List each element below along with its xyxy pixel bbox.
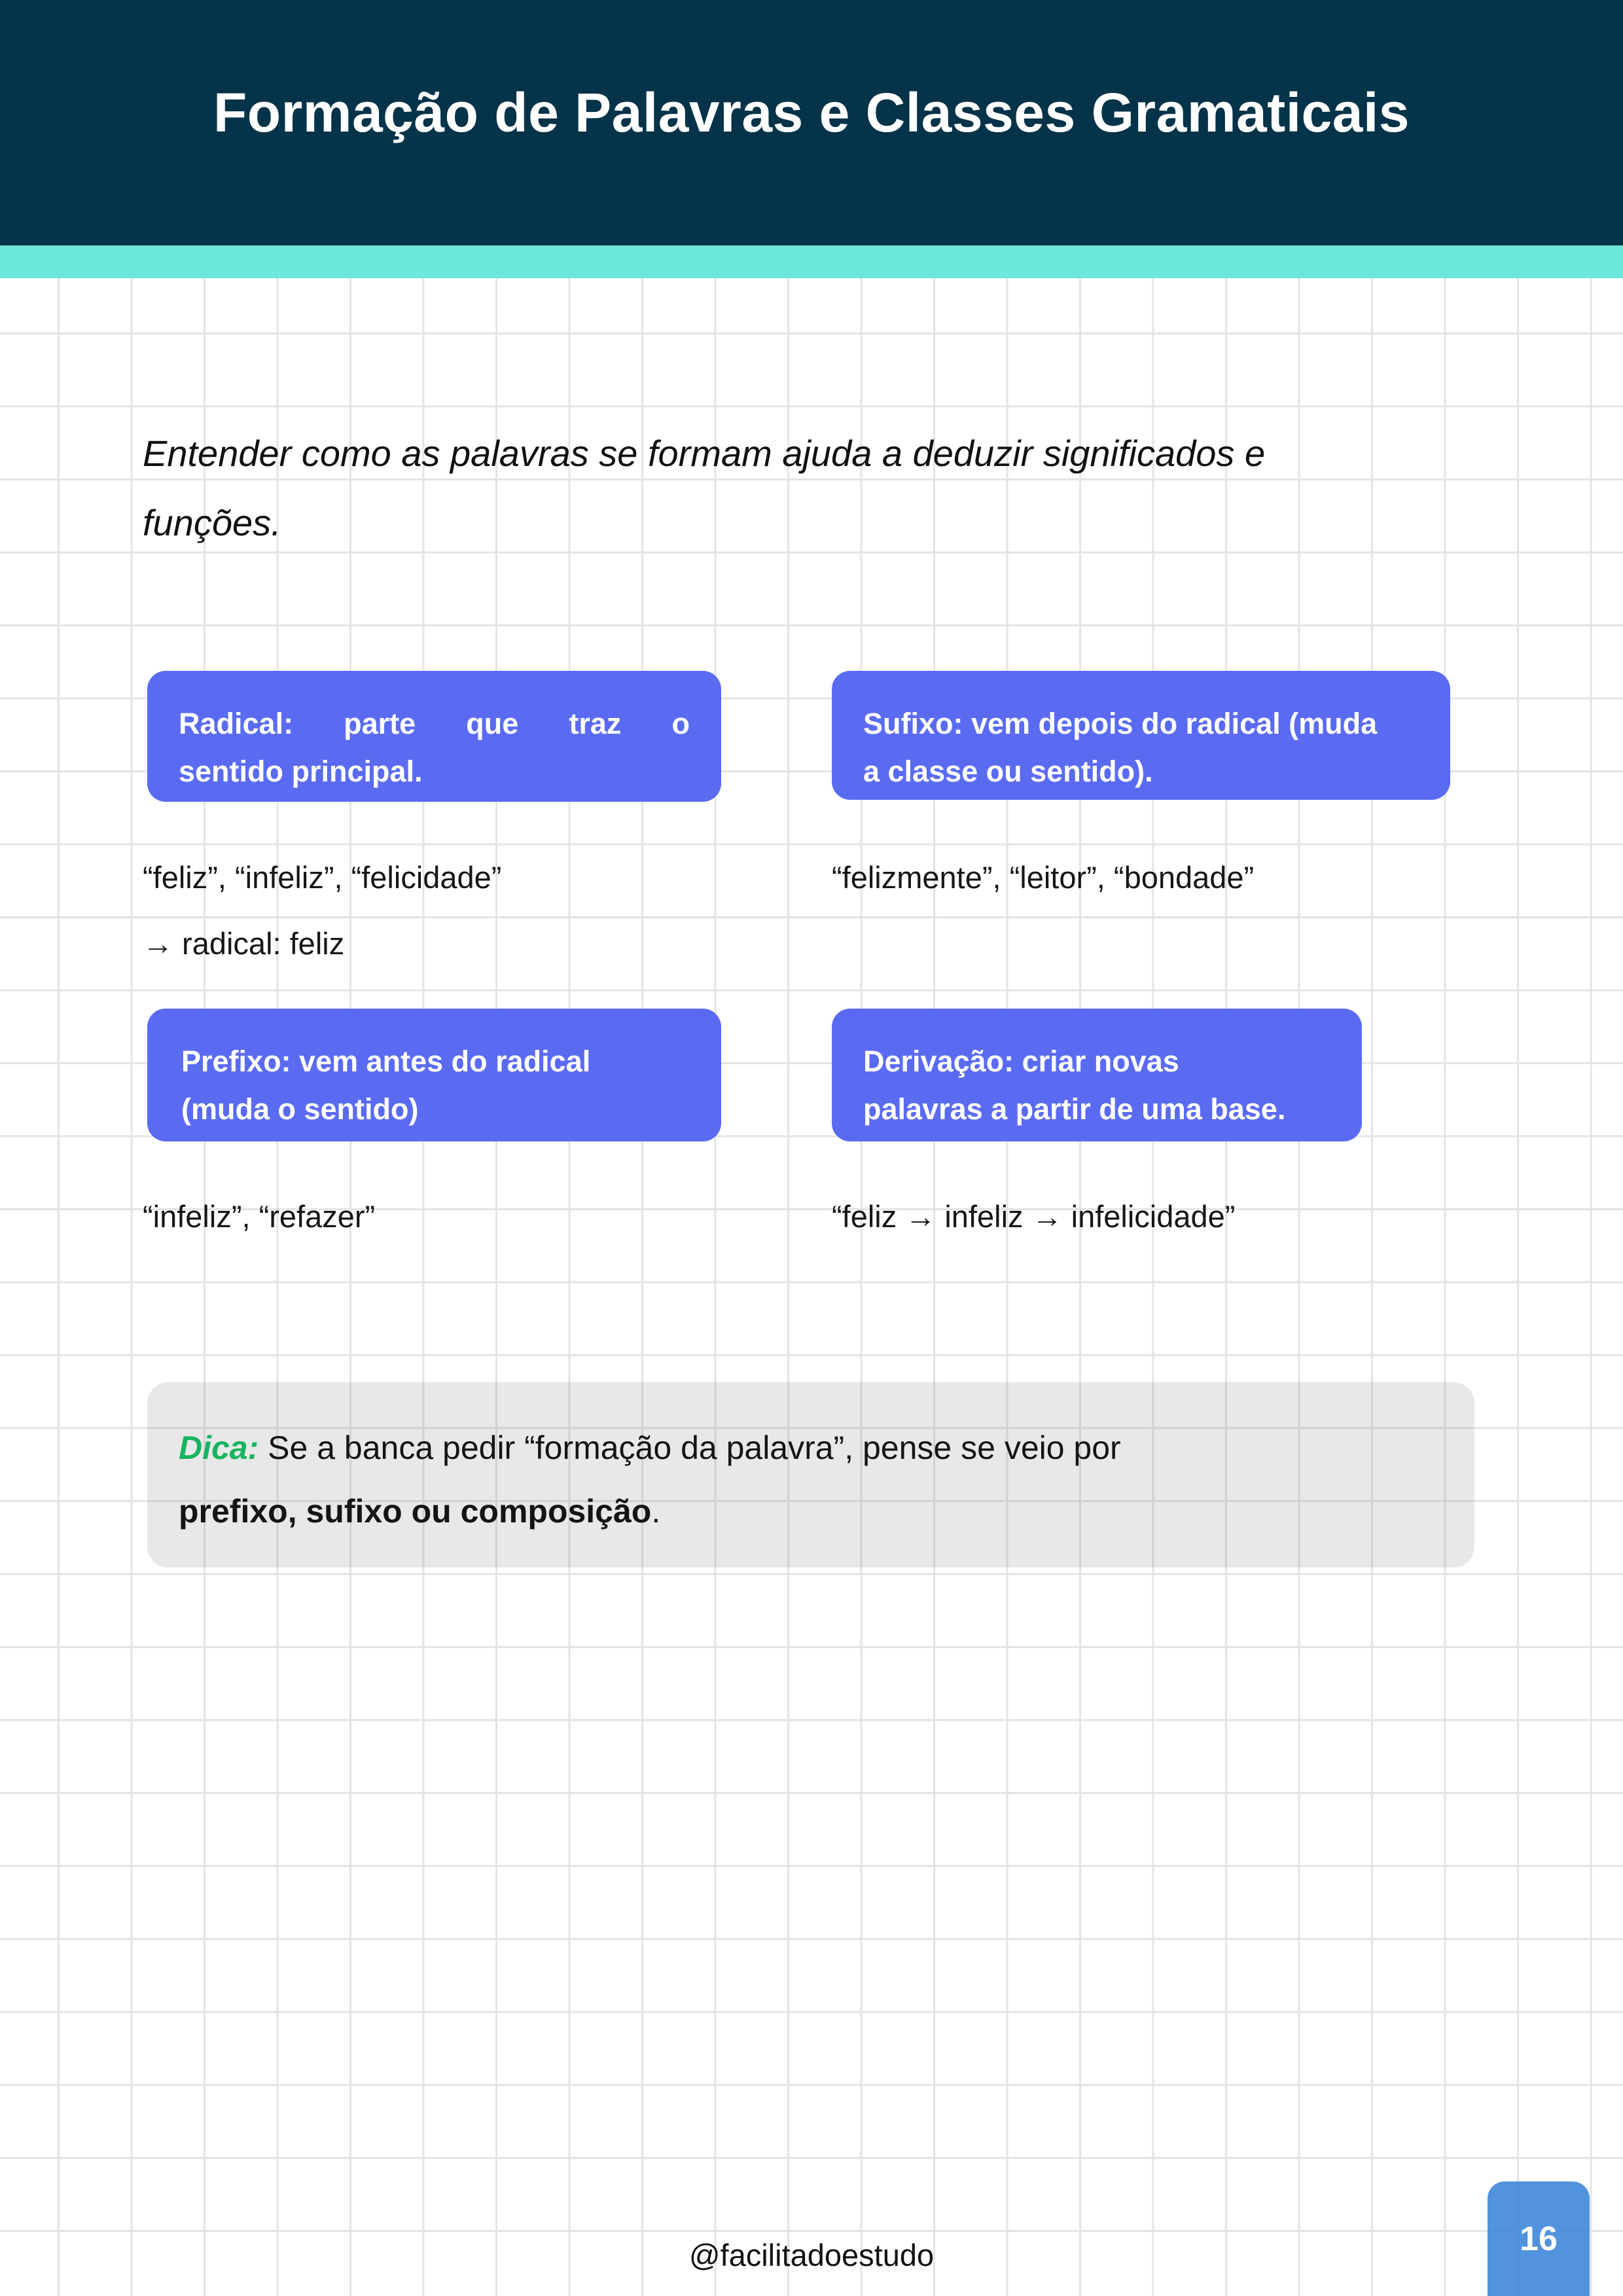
example-sufixo xyxy=(832,844,1525,910)
intro-line: funções. xyxy=(143,502,281,543)
tip-box xyxy=(147,1382,1474,1568)
page-number-badge xyxy=(1488,2181,1590,2296)
page-header xyxy=(0,0,1623,245)
card-prefixo-line: (muda o sentido) xyxy=(181,1092,419,1126)
tip-line-1 xyxy=(179,1416,1443,1480)
example-radical xyxy=(143,844,804,977)
tip-line-2 xyxy=(179,1480,1443,1543)
tip-bold-text: prefixo, sufixo ou composição xyxy=(179,1493,652,1530)
page-number: 16 xyxy=(1520,2219,1558,2258)
example-prefixo xyxy=(143,1183,804,1249)
intro-text xyxy=(143,419,1484,558)
example-line: “infeliz”, “refazer” xyxy=(143,1199,376,1234)
card-sufixo-line: Sufixo: vem depois do radical (muda xyxy=(863,707,1378,740)
card-prefixo xyxy=(147,1009,721,1141)
card-derivacao-line: Derivação: criar novas xyxy=(863,1045,1179,1078)
example-derivacao xyxy=(832,1183,1525,1249)
card-derivacao xyxy=(832,1009,1362,1141)
card-prefixo-line: Prefixo: vem antes do radical xyxy=(181,1045,591,1078)
card-sufixo-line: a classe ou sentido). xyxy=(863,755,1153,788)
example-line: “feliz → infeliz → infelicidade” xyxy=(832,1199,1236,1234)
teal-accent-stripe xyxy=(0,245,1623,278)
card-radical-line: sentido principal. xyxy=(179,755,423,788)
footer-handle: @facilitadoestudo xyxy=(688,2238,935,2272)
example-line: → radical: feliz xyxy=(143,926,345,961)
page-title: Formação de Palavras e Classes Gramaticais xyxy=(213,82,1410,143)
tip-label: Dica: xyxy=(179,1429,259,1466)
intro-line: Entender como as palavras se formam ajuda a deduzir significados e xyxy=(143,433,1266,474)
card-radical xyxy=(147,671,721,802)
card-sufixo xyxy=(832,671,1450,800)
tip-period: . xyxy=(651,1493,661,1530)
card-radical-line: Radical: parte que traz o xyxy=(179,707,690,740)
card-derivacao-line: palavras a partir de uma base. xyxy=(863,1092,1286,1126)
example-line: “felizmente”, “leitor”, “bondade” xyxy=(832,860,1255,895)
tip-text: Se a banca pedir “formação da palavra”, pense se veio por xyxy=(259,1429,1121,1466)
example-line: “feliz”, “infeliz”, “felicidade” xyxy=(143,860,502,895)
